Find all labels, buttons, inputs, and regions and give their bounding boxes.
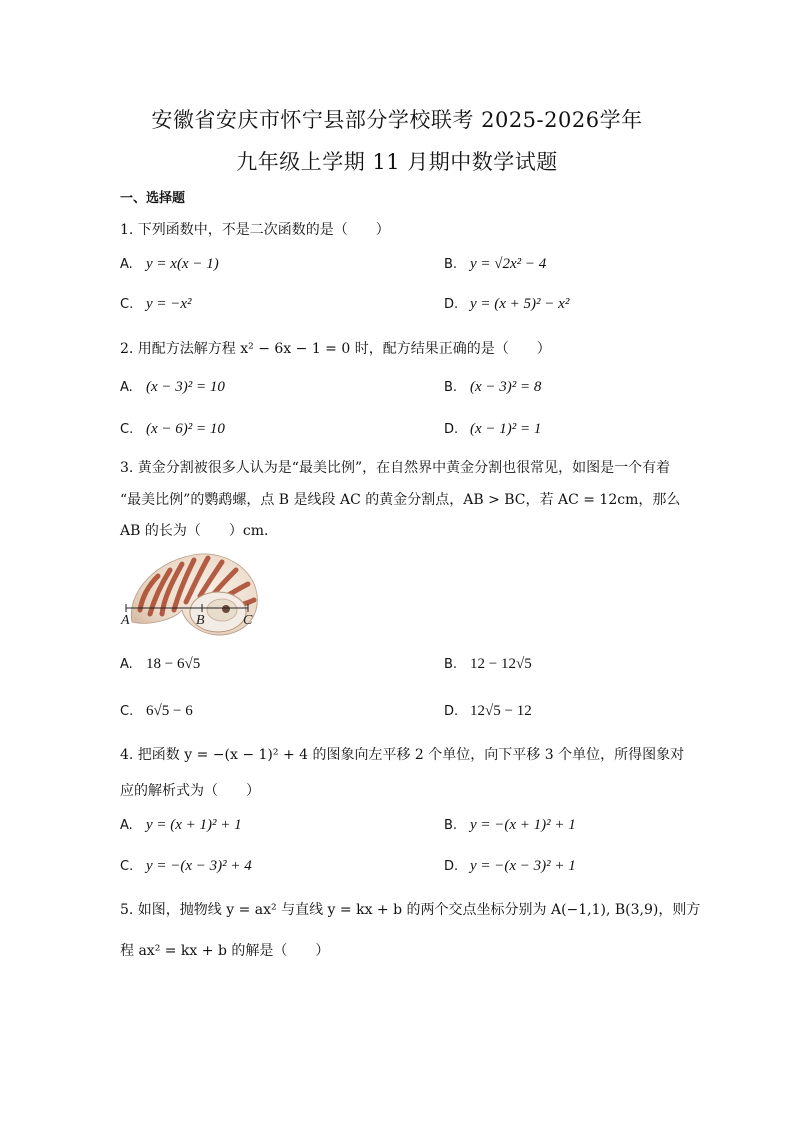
figure-point-b: B: [196, 613, 205, 628]
option-text: y = −(x − 3)² + 4: [146, 858, 252, 874]
question-4-option-d[interactable]: [444, 858, 576, 875]
question-1-option-b[interactable]: [444, 256, 546, 273]
option-text: 6√5 − 6: [146, 703, 193, 719]
option-label: B.: [444, 257, 458, 272]
question-5-stem-line-1: 5. 如图，抛物线 y = ax² 与直线 y = kx + b 的两个交点坐标分别为 A(−1,1), B(3,9)，则方: [120, 902, 701, 918]
question-3-stem-line-1: 3. 黄金分割被很多人认为是“最美比例”，在自然界中黄金分割也很常见，如图是一个有着: [120, 460, 671, 476]
exam-title-line-1: 安徽省安庆市怀宁县部分学校联考 2025-2026学年: [151, 108, 643, 132]
question-3-option-c[interactable]: [120, 703, 193, 720]
question-2-option-a[interactable]: [120, 379, 225, 396]
question-1-option-c[interactable]: [120, 296, 192, 313]
question-4-stem-line-1: 4. 把函数 y = −(x − 1)² + 4 的图象向左平移 2 个单位，向下平移 3 个单位，所得图象对: [120, 747, 685, 763]
question-1-option-d[interactable]: [444, 296, 569, 313]
option-text: y = −x²: [146, 296, 192, 312]
question-5-stem-line-2: 程 ax² = kx + b 的解是（ ）: [120, 943, 330, 959]
exam-title-line-2: 九年级上学期 11 月期中数学试题: [236, 150, 558, 174]
figure-point-a: A: [121, 613, 130, 628]
option-text: y = √2x² − 4: [470, 256, 547, 272]
option-label: A.: [120, 657, 133, 672]
question-4-stem-line-2: 应的解析式为（ ）: [120, 783, 260, 799]
option-text: (x − 3)² = 10: [146, 379, 225, 395]
option-text: y = −(x + 1)² + 1: [470, 817, 576, 833]
question-2-option-c[interactable]: [120, 421, 225, 438]
option-label: C.: [120, 422, 134, 437]
option-label: B.: [444, 657, 458, 672]
question-3-stem-line-2: “最美比例”的鹦鹉螺，点 B 是线段 AC 的黄金分割点，AB > BC，若 AC = 12cm，那么: [120, 492, 681, 508]
question-3-option-a[interactable]: [120, 656, 200, 673]
question-4-option-a[interactable]: [120, 817, 242, 834]
option-text: y = (x + 1)² + 1: [146, 817, 242, 833]
option-text: 12√5 − 12: [470, 703, 532, 719]
option-label: D.: [444, 422, 459, 437]
option-label: B.: [444, 380, 458, 395]
option-text: (x − 3)² = 8: [470, 379, 542, 395]
option-label: C.: [120, 859, 134, 874]
option-label: D.: [444, 704, 459, 719]
nautilus-shell-figure: [118, 540, 268, 640]
question-2-option-b[interactable]: [444, 379, 541, 396]
question-1-option-a[interactable]: [120, 256, 219, 273]
option-text: (x − 1)² = 1: [470, 421, 542, 437]
question-1-stem: 1. 下列函数中，不是二次函数的是（ ）: [120, 222, 390, 238]
question-3-option-d[interactable]: [444, 703, 532, 720]
option-text: y = x(x − 1): [146, 256, 219, 272]
option-label: B.: [444, 818, 458, 833]
option-text: (x − 6)² = 10: [146, 421, 225, 437]
option-label: C.: [120, 704, 134, 719]
option-label: D.: [444, 859, 459, 874]
option-label: C.: [120, 297, 134, 312]
option-label: A.: [120, 380, 133, 395]
option-label: D.: [444, 297, 459, 312]
question-2-stem: 2. 用配方法解方程 x² − 6x − 1 = 0 时，配方结果正确的是（ ）: [120, 341, 551, 357]
option-text: 18 − 6√5: [146, 656, 201, 672]
question-3-stem-line-3: AB 的长为（ ）cm．: [120, 523, 278, 539]
option-text: 12 − 12√5: [470, 656, 532, 672]
question-2-option-d[interactable]: [444, 421, 541, 438]
option-text: y = −(x − 3)² + 1: [470, 858, 576, 874]
option-text: y = (x + 5)² − x²: [470, 296, 570, 312]
option-label: A.: [120, 818, 133, 833]
option-label: A.: [120, 257, 133, 272]
question-3-option-b[interactable]: [444, 656, 532, 673]
section-heading: 一、选择题: [120, 191, 186, 206]
figure-point-c: C: [243, 613, 253, 628]
question-4-option-b[interactable]: [444, 817, 576, 834]
question-4-option-c[interactable]: [120, 858, 252, 875]
nautilus-shell-image: [118, 540, 268, 640]
